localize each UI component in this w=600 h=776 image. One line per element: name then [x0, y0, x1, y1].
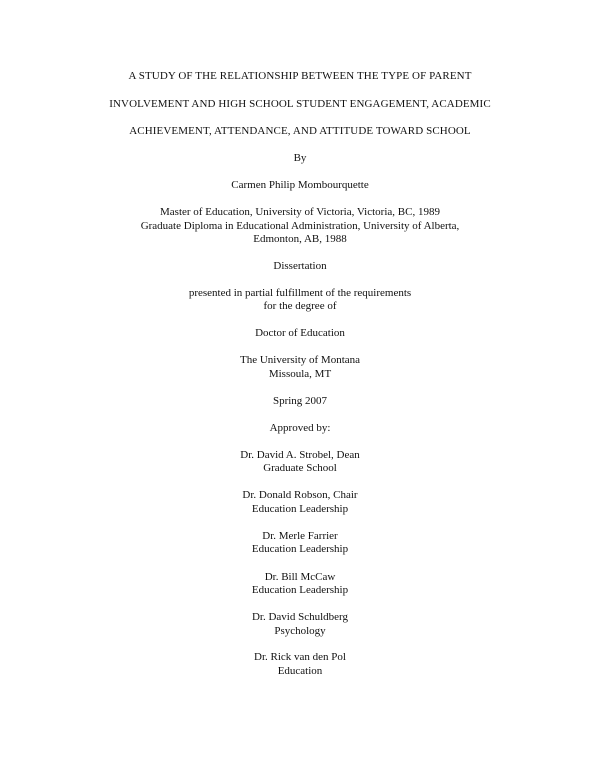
- author-name: Carmen Philip Mombourquette: [231, 179, 369, 191]
- presented-line-2: for the degree of: [263, 300, 337, 312]
- approver-2-unit: Education Leadership: [251, 503, 349, 515]
- approver-5-name: Dr. David Schuldberg: [251, 611, 349, 623]
- approver-1-unit: Graduate School: [263, 462, 337, 474]
- approver-4-unit: Education Leadership: [251, 584, 349, 596]
- prior-degree-2: Graduate Diploma in Educational Administration, University of Alberta,: [140, 220, 460, 232]
- approver-5-unit: Psychology: [274, 625, 326, 637]
- degree-name: Doctor of Education: [255, 327, 345, 339]
- title-line-1: A STUDY OF THE RELATIONSHIP BETWEEN THE TYPE OF PARENT: [128, 70, 472, 82]
- title-line-2: INVOLVEMENT AND HIGH SCHOOL STUDENT ENGAGEMENT, ACADEMIC: [109, 98, 491, 110]
- document-type: Dissertation: [273, 260, 327, 272]
- prior-degree-3: Edmonton, AB, 1988: [253, 233, 347, 245]
- approved-by-label: Approved by:: [269, 422, 331, 434]
- approver-6-name: Dr. Rick van den Pol: [254, 651, 346, 663]
- institution-name: The University of Montana: [239, 354, 361, 366]
- approver-4-name: Dr. Bill McCaw: [264, 571, 336, 583]
- approver-3-unit: Education Leadership: [251, 543, 349, 555]
- by-label: By: [293, 152, 307, 164]
- approver-6-unit: Education: [277, 665, 323, 677]
- institution-location: Missoula, MT: [268, 368, 332, 380]
- title-line-3: ACHIEVEMENT, ATTENDANCE, AND ATTITUDE TOWARD SCHOOL: [129, 125, 471, 137]
- presented-line-1: presented in partial fulfillment of the requirements: [188, 287, 412, 299]
- approver-2-name: Dr. Donald Robson, Chair: [242, 489, 358, 501]
- prior-degree-1: Master of Education, University of Victoria, Victoria, BC, 1989: [160, 206, 440, 218]
- approver-3-name: Dr. Merle Farrier: [262, 530, 338, 542]
- term: Spring 2007: [272, 395, 328, 407]
- approver-1-name: Dr. David A. Strobel, Dean: [240, 449, 360, 461]
